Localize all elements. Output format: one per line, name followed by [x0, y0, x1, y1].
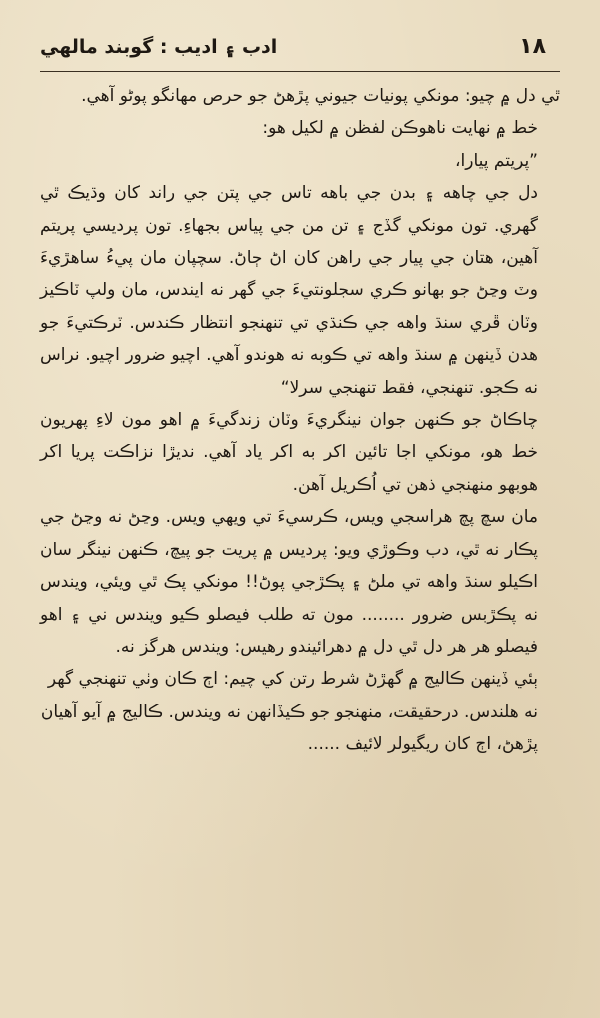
page-header — [40, 28, 560, 74]
header-rule — [40, 71, 560, 72]
running-head: ادب ۽ اديب : گوبند مالهي — [40, 36, 278, 58]
paragraph: مان سچ پچ هراسجي ويس، ڪرسيءَ تي ويهي ويس. وڃڻ نه وڃڻ جي پڪار نه ٿي، دب وڪوڙي ويو: پرديس ۾ پريت جو پيچ، ڪنهن نينگر سان اڪيلو سنڌ واهه تي ملڻ ۽ پڪڙجي پوڻ!! مونکي پڪ ٿي ويئي، ويندس نه پڪڙبس ضرور ........ مون ته طلب فيصلو ڪيو ويندس ني ۽ اهو فيصلو هر هر دل ٿي دل ۾ دهرائيندو رهيس: ويندس هرگز نه. — [40, 507, 538, 657]
page-number: ١٨ — [519, 34, 546, 59]
paragraph: ”پريتم پيارا، — [455, 150, 538, 171]
paragraph: خط ۾ نهايت ناهوڪن لفظن ۾ لکيل هو: — [262, 118, 538, 139]
paragraph: ٻئي ڏينهن ڪاليج ۾ گهڙڻ شرط رتن کي چيم: اڄ ڪان وٺي تنهنجي گهر نه هلندس. درحقيقت، منهنجو جو ڪيڏانهن نه ويندس. ڪاليج ۾ آيو آهيان پڙهڻ، اڄ کان ريگيولر لائيف ...... — [40, 669, 538, 755]
paragraph: ٿي دل ۾ چيو: مونکي پونيات جيوني پڙهڻ جو حرص مهانگو پوڻو آهي. — [81, 86, 560, 106]
page-body — [40, 80, 560, 761]
paragraph: دل جي چاهه ۽ بدن جي باهه تاس جي پتن جي راند کان وڌيڪ ٿي گهري. تون مونکي گڏج ۽ تن من جي پياس بجهاءِ. تون پرديسي پريتم آهين، هتان جي پيار جي راهن کان اڻ ڄاڻ. سچپان مان پيءُ ساهڙيءَ وٽ وڃڻ جو بهانو ڪري سجلونتيءَ جي گهر نه ايندس، مان ولپ ٽاڪيز وٽان ڦري سنڌ واهه جي ڪنڌي تي تنهنجو انتظار ڪندس. ٽرڪتيءَ جو هدن ڏينهن ۾ سنڌ واهه تي ڪوبه نه هوندو آهي. اچيو ضرور اچيو. نراس نه ڪجو. تنهنجي، فقط تنهنجي سرلا“ — [40, 183, 538, 398]
paragraph: چاڪاڻ جو ڪنهن جوان نينگريءَ وٽان زندگيءَ ۾ اهو مون لاءِ پهريون خط هو، مونکي اجا تائين اکر به اکر ياد آهي. نديڙا نزاڪت پريا اکر هوبهو منهنجي ذهن تي اُڪريل آهن. — [40, 410, 538, 495]
